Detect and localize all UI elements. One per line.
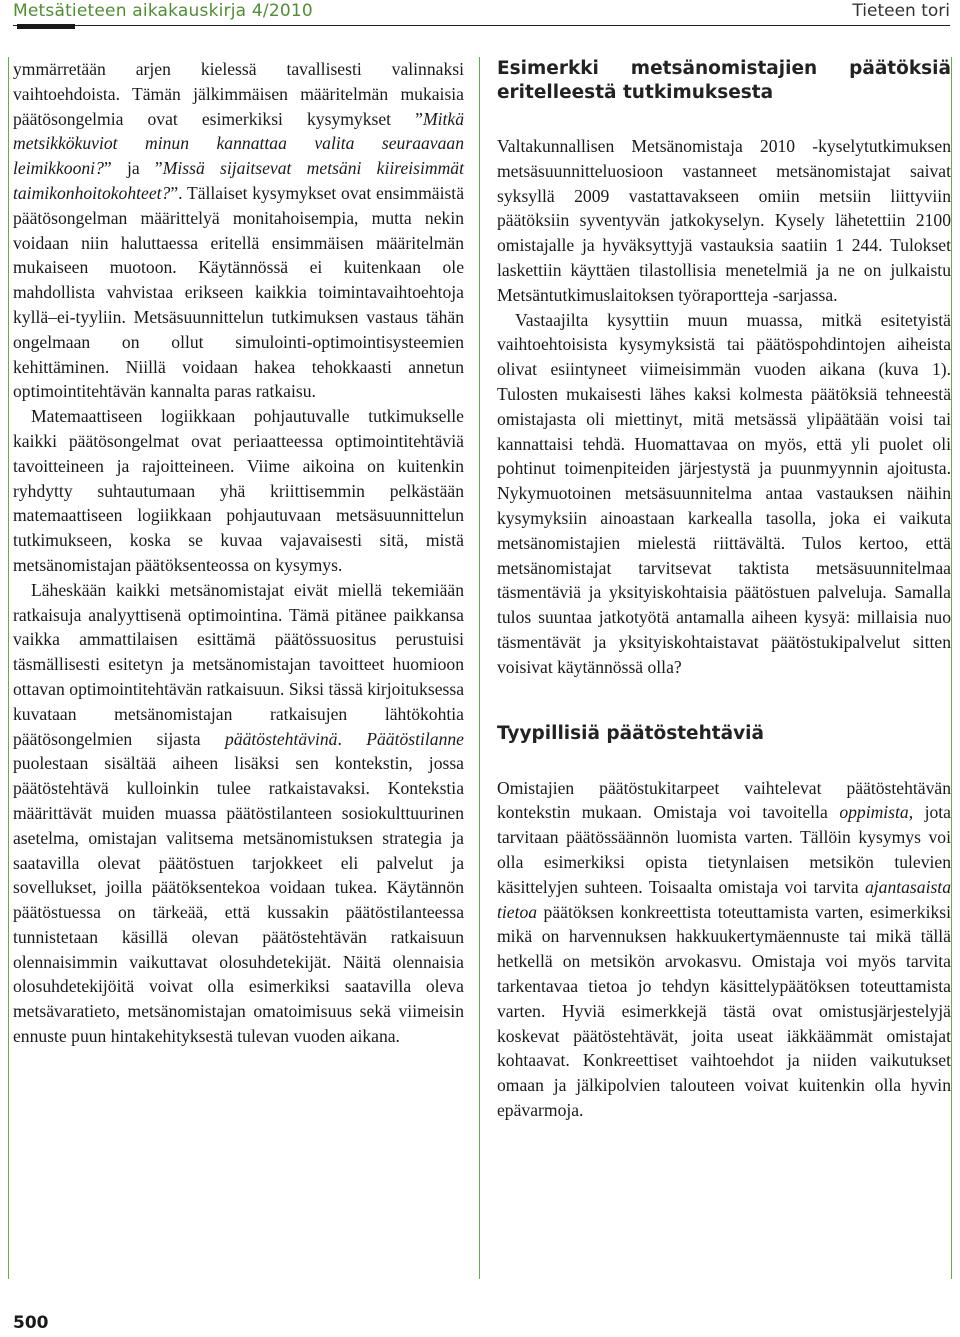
text-span: puolestaan sisältää aiheen lisäksi sen kontekstin, jossa päätöstehtävä kulloinkin tulee ratkaistavaksi. Kontekstia määrittävät muiden muassa päätöstilanteen sosiokulttuurinen asetelma, omistajan valitsema metsänomistuksen strategia ja saatavilla olevat päätöstuen tarjokkeet eli palvelut ja sovellukset, joilla päätöksentekoa voidaan tukea. Käytännön päätöstuessa on tärkeää, että kussakin päätöstilanteessa tunnistetaan käsillä olevan päätöstehtävän ratkaisuun olennaisimmin vaikuttavat olosuhdetekijät. Näitä olennaisia olosuhdetekijöitä voivat olla esimerkiksi saatavilla oleva metsävaratieto, metsänomistajan omatoimisuus sekä viimeisin ennuste puun hintakehityksestä tulevan vuoden aikana.	[13, 753, 464, 1047]
right-paragraph-1: Valtakunnallisen Metsänomistaja 2010 -kyselytutkimuksen metsäsuunnitteluosioon vastanneet metsänomistajat saivat syksyllä 2009 vastattavakseen omiin metsiin liittyviin päätöksiin syventyvän jatkokyselyn. Kysely lähetettiin 2100 omistajalle ja hyväksyttyjä vastauksia saatiin 1 244. Tulokset laskettiin käyttäen tilastollisia menetelmiä ja ne on julkaistu Metsäntutkimuslaitoksen työraportteja -sarjassa.	[497, 136, 951, 305]
running-header	[13, 0, 950, 26]
italic-term: Päätöstilanne	[366, 728, 464, 749]
left-column	[13, 57, 464, 1049]
text-span: ”. Tällaiset kysymykset ovat ensimmäistä päätösongelman määrittelyä monitahoisempia, mutta nekin voidaan niin haluttaessa eritellä ensimmäisen määritelmän mukaiseen muotoon. Käytännössä ei kuitenkaan ole mahdollista vahvistaa erikseen kaikkia toimintavaihtoehtoja kyllä–ei-tyyliin. Metsäsuunnittelun tutkimuksen vastaus tähän ongelmaan on ollut simulointi-optimointisysteemien kehittäminen. Niillä voidaan hakea tehokkaasti annetun optimointitehtävän kannalta paras ratkaisu.	[13, 182, 464, 402]
italic-term: ajantasaista tietoa	[497, 876, 951, 922]
column-divider	[479, 57, 480, 1279]
text-span: päätöksen konkreettista toteuttamista varten, esimerkiksi mikä on harvennuksen hakkuukertymäennuste tai mikä tällä hetkellä on metsikön arvokasvu. Omistaja voi myös tarvita tarkentavaa tietoa jo tehdyn käsittelypäätöksen toteuttamista varten. Hyviä esimerkkejä tästä ovat omistusjärjestelyjä koskevat päätöstehtävät, joita useat iäkkäämmät omistajat kohtaavat. Konkreettiset vaihtoehdot ja niiden vaikutukset omaan ja jälkipolvien talouteen voivat kuitenkin olla hyvin epävarmoja.	[497, 901, 951, 1120]
left-paragraph-2: Matemaattiseen logiikkaan pohjautuvalle tutkimukselle kaikki päätösongelmat ovat periaatteessa optimointitehtäviä tavoitteineen ja rajoitteineen. Viime aikoina on kuitenkin ryhdytty suhtautumaan yhä kriittisemmin pelkästään matemaattiseen logiikkaan pohjautuvaan metsäsuunnittelun tutkimukseen, koska se kuvaa vajavaisesti sitä, mistä metsänomistajan päätöksenteossa on kysymys.	[13, 406, 464, 575]
text-span: , jota tarvitaan päätössäännön luomista varten. Tällöin kysymys voi olla esimerkiksi opista tietynlaisen metsikön tulevien käsittelyjen suhteen. Toisaalta omistaja voi tarvita	[497, 802, 951, 897]
text-span: Omistajien päätöstukitarpeet vaihtelevat päätöstehtävän kontekstin mukaan. Omistaja voi tavoitella	[497, 777, 951, 823]
left-paragraph-3	[13, 578, 464, 1049]
journal-title: Metsätieteen aikakauskirja 4/2010	[13, 1, 313, 21]
italic-term: oppimista	[839, 802, 909, 823]
header-marker	[17, 24, 75, 29]
italic-term: päätöstehtävinä	[225, 728, 338, 749]
right-paragraph-2: Vastaajilta kysyttiin muun muassa, mitkä esitetyistä vaihtoehtoisista kysymyksistä tai päätöspohdintojen aiheista olivat esiintyneet viimeisimmän vuoden aikana (kuva 1). Tulosten mukaisesti lähes kaksi kolmesta päätöksiä tehneestä omistajasta oli miettinyt, mitä metsässä ylipäätään voisi tai kannattaisi tehdä. Huomattavaa on myös, että yli puolet oli pohtinut toimenpiteiden järjestystä ja puunmyynnin ajoitusta. Nykymuotoinen metsäsuunnitelma antaa vastauksen näihin kysymyksiin ainoastaan karkealla tasolla, joka ei vaikuta metsänomistajien mielestä riittävältä. Tulos kertoo, että metsänomistajat tarvitsevat taktista metsäsuunnitelmaa täsmentäviä ja yksityiskohtaisia päätöstuen palveluja. Samalla tulos suuntaa jatkotyötä antamalla aiheen kysyä: millaisia nuo täsmentävät ja yksityiskohtaistavat päätöstukipalvelut sitten voisivat käytännössä olla?	[497, 309, 951, 677]
right-paragraph-3	[497, 776, 951, 1123]
right-column-rule	[951, 57, 952, 1279]
page-number: 500	[13, 1313, 49, 1333]
section-heading-typical-tasks: Tyypillisiä päätöstehtäviä	[497, 722, 764, 744]
italic-question-2: Missä sijaitsevat metsäni kiireisimmät taimikonhoitokohteet?	[13, 158, 464, 203]
left-column-rule	[8, 57, 9, 1279]
right-column	[497, 57, 951, 1123]
text-span: ymmärretään arjen kielessä tavallisesti valinnaksi vaihtoehdoista. Tämän jälkimmäisen määritelmän mukaisia päätösongelmia ovat esimerkiksi kysymykset ”	[13, 59, 464, 129]
left-paragraph-1	[13, 57, 464, 404]
text-span: Läheskään kaikki metsänomistajat eivät miellä tekemiään ratkaisuja analyyttisenä optimointina. Tämä pitänee paikkansa vaikka ammattilaisen esittämä päätössuositus perustuisi täsmällisesti esitetyn ja metsänomistajan tavoitteet huomioon ottavan optimointitehtävän ratkaisuun. Siksi tässä kirjoituksessa kuvataan metsänomistajan ratkaisujen lähtökohtia päätösongelmien sijasta	[13, 579, 464, 749]
text-span: .	[337, 728, 367, 749]
text-span: ” ja ”	[103, 158, 163, 179]
italic-question-1: Mitkä metsikkökuviot minun kannattaa valita seuraavaan leimikkooni?	[13, 108, 464, 179]
section-title: Tieteen tori	[852, 1, 950, 21]
header-rule	[13, 25, 950, 26]
section-heading-example: Esimerkki metsänomistajien päätöksiä eritelleestä tutkimuksesta	[497, 58, 951, 103]
